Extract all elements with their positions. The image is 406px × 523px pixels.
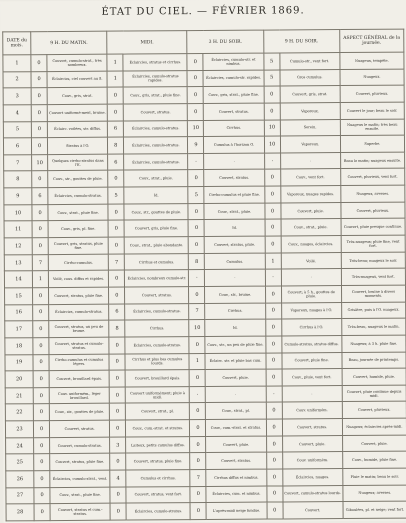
table-cell-value: 0: [265, 336, 281, 353]
table-cell-value: 9: [188, 137, 204, 154]
table-cell-value: 8: [108, 137, 124, 154]
table-cell-value: 7: [189, 303, 205, 320]
table-cell-aspect: Nuageux; éclaircies après-midi.: [342, 418, 406, 435]
table-cell-text: Couv., strat., pluie fine.: [50, 487, 110, 504]
table-cell-text: Couv., gris, pl. fine.: [48, 221, 108, 238]
table-cell-text: Couvert, stratus, un peu de brume.: [49, 320, 109, 337]
table-cell-aspect: Superbe.: [340, 135, 404, 152]
table-cell-text: Couvert, brouillard épais.: [125, 370, 189, 387]
table-cell-date: 4: [3, 105, 31, 122]
table-cell-text: Éclairc. str. et pluie bas cum.: [205, 353, 265, 370]
table-cell-aspect: Très-beau, nuageux le matin.: [341, 318, 405, 335]
table-cell-text: Couv., str., bruine.: [205, 286, 265, 303]
table-cell-value: 0: [109, 270, 125, 287]
table-cell-aspect: Beau, journée de printemps.: [342, 352, 406, 369]
table-cell-text: Couvert, gris, pluie fine.: [124, 220, 188, 237]
table-cell-value: 0: [267, 502, 283, 519]
table-cell-value: 0: [109, 387, 125, 404]
table-cell-text: Couvert, cumulo-stratus lourds.: [283, 485, 343, 502]
table-cell-value: 0: [190, 453, 206, 470]
table-cell-text: Couvert uniformé-ment, bruine.: [47, 104, 107, 121]
table-cell-text: Couvert, stratus.: [206, 452, 266, 469]
table-cell-text: Couvert, pluie.: [206, 369, 266, 386]
table-cell-value: 1: [32, 271, 48, 288]
table-cell-value: 0: [109, 337, 125, 354]
table-cell-text: Éclaircies, cumulo-stratus.: [124, 120, 188, 137]
table-cell-text: Éclaircies, cumulo-stratus.: [124, 153, 188, 170]
table-cell-value: 0: [188, 103, 204, 120]
table-cell-value: 10: [264, 136, 280, 153]
table-header-row: [3, 29, 404, 55]
table-cell-text: Cirrho-cumulus et pluie fine.: [204, 186, 264, 203]
table-cell-date: 11: [4, 221, 32, 238]
table-cell-aspect: Nuageux; à 3 h. pluie fine.: [342, 335, 406, 352]
table-cell-value: 10: [264, 120, 280, 137]
table-cell-text: Éclaircies, stratus et cirrhus.: [123, 54, 187, 71]
table-cell-text: Éclaircies, cumulo-stratus rapides.: [123, 70, 187, 87]
table-body: [3, 52, 406, 521]
table-cell-text: Couv., cum.-strat. et stratus.: [126, 420, 190, 437]
table-cell-value: 5: [264, 70, 280, 87]
table-cell-text: Couv., str., gouttes de pluie.: [124, 203, 188, 220]
table-cell-text: Gros cumulus.: [280, 69, 340, 86]
table-cell-date: 26: [6, 471, 34, 488]
table-cell-value: 0: [108, 204, 124, 221]
table-cell-value: 0: [265, 303, 281, 320]
table-cell-value: 7: [190, 470, 206, 487]
table-cell-text: Cumulus et cirrhus.: [126, 470, 190, 487]
table-cell-text: Couvert, stratus.: [204, 103, 264, 120]
table-cell-value: 0: [110, 453, 126, 470]
table-cell-text: Couvert, pluie.: [282, 435, 342, 452]
table-cell-value: 0: [32, 138, 48, 155]
table-cell-value: 0: [264, 186, 280, 203]
table-cell-text: Couvert.: [283, 502, 343, 519]
table-cell-date: 21: [5, 388, 33, 405]
table-cell-value: 0: [264, 86, 280, 103]
table-cell-text: Cumulus.: [205, 253, 265, 270]
table-cell-date: 3: [3, 88, 31, 105]
table-cell-text: Éclaircies, cumulo-stratus.: [124, 137, 188, 154]
table-cell-date: 2: [3, 71, 31, 88]
table-cell-value: 6: [109, 304, 125, 321]
table-cell-value: 0: [188, 170, 204, 187]
table-cell-text: Éclaircies, cum. et nimbus.: [206, 486, 266, 503]
table-cell-text: Couv., strat., pluie abondante.: [124, 237, 188, 254]
table-cell-text: Couv., strat., pluie fine.: [48, 204, 108, 221]
table-cell-date: 16: [5, 304, 33, 321]
table-cell-value: 0: [110, 487, 126, 504]
table-cell-value: 0: [33, 304, 49, 321]
table-cell-aspect: Nuageux, tempête.: [340, 52, 404, 69]
table-cell-text: Couvert, pluie.: [206, 436, 266, 453]
table-cell-text: Cirrho-cumulus et cumulus légers.: [49, 354, 109, 371]
table-cell-value: 0: [34, 504, 50, 521]
table-cell-value: 0: [33, 387, 49, 404]
table-cell-value: 0: [265, 319, 281, 336]
table-cell-value: 0: [188, 87, 204, 104]
table-cell-text: Couvert, stratus.: [50, 420, 110, 437]
table-cell-text: Couvert, cumulo-stratus.: [50, 437, 110, 454]
table-cell-value: 0: [33, 404, 49, 421]
table-cell-text: Couv., str., gouttes de pluie.: [49, 404, 109, 421]
table-cell-aspect: Très-beau; nuageux le soir.: [341, 252, 405, 269]
table-cell-aspect: Couvert, pluvieux.: [341, 202, 405, 219]
table-cell-date: 1: [3, 55, 31, 72]
table-cell-date: 13: [4, 254, 32, 271]
table-cell-value: 0: [188, 203, 204, 220]
table-cell-aspect: Couv., humide, pluie fine.: [342, 451, 406, 468]
table-cell-text: Cirrhus et cumulus.: [125, 253, 189, 270]
table-cell-value: 0: [34, 487, 50, 504]
table-cell-date: 12: [4, 238, 32, 255]
table-cell-value: 0: [265, 286, 281, 303]
table-cell-text: Couv., strat., pluie.: [124, 170, 188, 187]
header-9h-evening: 9 H. DU SOIR.: [263, 30, 339, 54]
header-9h-morning: 9 H. DU MATIN.: [31, 31, 107, 55]
table-cell-value: 6: [32, 188, 48, 205]
table-cell-value: 0: [266, 469, 282, 486]
table-cell-value: 10: [32, 154, 48, 171]
table-cell-text: Couv., str., gouttes de pluie.: [48, 171, 108, 188]
table-cell-text: Cumulus à l'horizon O.: [204, 136, 264, 153]
table-cell-text: Couvert, stratus, pluie fine.: [126, 453, 190, 470]
table-cell-value: 0: [34, 471, 50, 488]
table-cell-date: 10: [4, 204, 32, 221]
table-cell-text: Éclaircies, nombreux cumulo-str.: [125, 270, 189, 287]
table-cell-text: Couvert, cumulo-strat., très nombreux.: [47, 54, 107, 71]
table-cell-aspect: Couvert, pluvieux.: [340, 85, 404, 102]
table-cell-value: 5: [108, 187, 124, 204]
table-cell-text: Éclaircies, nuages.: [282, 469, 342, 486]
table-cell-value: 1: [265, 253, 281, 270]
table-cell-value: 1: [107, 54, 123, 71]
table-cell-value: 0: [109, 287, 125, 304]
table-cell-value: 0: [190, 403, 206, 420]
table-cell-date: 23: [5, 421, 33, 438]
table-cell-text: Couvert, stratus.: [282, 419, 342, 436]
table-cell-text: Vaporeux, nuages à l'O.: [281, 302, 341, 319]
table-cell-value: 0: [110, 420, 126, 437]
table-cell-value: 0: [265, 219, 281, 236]
table-cell-text: Couvert, pluie fine.: [282, 352, 342, 369]
table-cell-value: 0: [190, 436, 206, 453]
table-cell-value: 0: [108, 171, 124, 188]
table-cell-text: Éclaircies, cumulo-str. rapides.: [203, 70, 263, 87]
table-cell-text: Couvert; à 5 h., gouttes de pluie.: [281, 286, 341, 303]
table-cell-text: ·: [281, 269, 341, 286]
table-cell-value: 5: [263, 53, 279, 70]
table-cell-aspect: Pluie le matin; beau le soir.: [343, 468, 406, 485]
table-cell-value: 0: [34, 454, 50, 471]
table-cell-aspect: Couvert le jour; beau le soir.: [340, 102, 404, 119]
table-cell-text: Vaporeux.: [280, 102, 340, 119]
table-cell-text: Cirrho-cumulus.: [48, 254, 108, 271]
table-cell-date: 27: [6, 487, 34, 504]
table-cell-text: Couv. uniformém., léger brouillard.: [49, 387, 109, 404]
table-cell-aspect: Nuageux; averses.: [343, 485, 406, 502]
table-cell-text: Couvert uniformément; pluie à midi.: [125, 386, 189, 403]
table-cell-value: ·: [264, 153, 280, 170]
table-cell-value: 0: [266, 436, 282, 453]
table-cell-text: Voilé, cous. diffus et rapides.: [48, 270, 108, 287]
table-cell-text: Couv., strat., pl.: [206, 403, 266, 420]
table-cell-value: 0: [266, 452, 282, 469]
table-cell-value: 0: [33, 421, 49, 438]
table-cell-value: 0: [32, 221, 48, 238]
header-3h-evening: 3 H. DU SOIR.: [187, 30, 263, 54]
table-cell-aspect: Très-nuageux, vent fort.: [341, 268, 405, 285]
page-title: ÉTAT DU CIEL. — FÉVRIER 1869.: [101, 5, 305, 18]
table-cell-date: 18: [5, 338, 33, 355]
header-noon: MIDI.: [107, 31, 187, 55]
table-cell-value: 0: [33, 371, 49, 388]
table-cell-text: Éclaircies, cumulo-stratus.: [125, 336, 189, 353]
table-cell-text: Id.: [204, 219, 264, 236]
table-cell-date: 6: [3, 138, 31, 155]
table-cell-text: Éclaircies, cumulo-stratus.: [126, 503, 190, 520]
table-cell-text: Serein.: [280, 119, 340, 136]
table-cell-text: Vaporeux.: [280, 136, 340, 153]
table-cell-aspect: Nuageux le matin; très beau ensuite.: [340, 119, 404, 136]
table-cell-text: Couvert, stratus.: [123, 104, 187, 121]
table-cell-text: Couv., gris, strat., pluie fine.: [204, 86, 264, 103]
table-cell-value: 0: [266, 369, 282, 386]
table-cell-value: 0: [32, 171, 48, 188]
table-cell-value: 0: [266, 419, 282, 436]
table-cell-value: 0: [266, 486, 282, 503]
table-cell-value: 0: [33, 288, 49, 305]
table-cell-value: 0: [31, 88, 47, 105]
table-cell-aspect: Couvert, pluie continue depuis midi.: [342, 385, 406, 402]
table-cell-value: 0: [109, 370, 125, 387]
table-cell-text: Couv., gris, strat., pluie fine.: [123, 87, 187, 104]
table-cell-text: ·: [280, 152, 340, 169]
table-cell-text: Couvert, stratus, pluie fine.: [50, 454, 110, 471]
table-cell-text: Couv., strat., pluie.: [204, 203, 264, 220]
table-cell-value: 8: [189, 253, 205, 270]
table-cell-date: 9: [4, 188, 32, 205]
table-cell-text: Couvert, stratus.: [204, 170, 264, 187]
table-cell-value: 0: [109, 354, 125, 371]
table-cell-text: Couvert, gris, stratus, pluie fine.: [48, 237, 108, 254]
table-cell-date: 15: [5, 288, 33, 305]
table-cell-value: 0: [189, 237, 205, 254]
table-cell-aspect: Giboulées, pl. et neige; vent fort.: [343, 501, 406, 518]
table-cell-text: L'après-midi neige fondue.: [206, 502, 266, 519]
table-cell-value: 0: [190, 370, 206, 387]
table-cell-value: 0: [188, 220, 204, 237]
table-cell-value: 0: [32, 238, 48, 255]
table-cell-value: ·: [188, 153, 204, 170]
table-cell-value: 0: [187, 53, 203, 70]
table-cell-text: Couvert, brouillard épais.: [49, 370, 109, 387]
table-cell-text: Éclaircies, cumulo-stratus.: [48, 187, 108, 204]
table-cell-value: ·: [190, 386, 206, 403]
table-cell-aspect: Beau le matin; nuageux ensuite.: [340, 152, 404, 169]
table-cell-value: 0: [32, 204, 48, 221]
table-cell-value: 0: [107, 87, 123, 104]
table-cell-text: ·: [204, 153, 264, 170]
table-cell-text: Couv., gris, strat.: [47, 87, 107, 104]
table-cell-value: 7: [32, 254, 48, 271]
table-cell-text: Couvert, stratus, pluie fine.: [49, 287, 109, 304]
table-cell-value: 0: [33, 321, 49, 338]
table-cell-value: 0: [110, 503, 126, 520]
table-cell-value: 0: [264, 169, 280, 186]
table-cell-value: 0: [107, 104, 123, 121]
table-cell-text: Couv., nuages, éclaircies.: [281, 236, 341, 253]
table-cell-text: Cirrhus.: [205, 303, 265, 320]
table-cell-text: ·: [282, 385, 342, 402]
table-cell-value: 0: [34, 437, 50, 454]
table-cell-text: Couvert, stratus, pluie.: [205, 236, 265, 253]
table-cell-value: ·: [265, 269, 281, 286]
table-cell-text: Vaporeux, nuages rapides.: [280, 186, 340, 203]
table-cell-value: 7: [109, 254, 125, 271]
table-cell-aspect: Très-nuageux; pluie fine, vent fort.: [341, 235, 405, 252]
table-cell-value: 0: [266, 352, 282, 369]
table-cell-text: Couv., vent fort.: [280, 169, 340, 186]
table-cell-text: Couvert, gris, strat.: [280, 86, 340, 103]
table-cell-aspect: Nuageux.: [340, 69, 404, 86]
table-cell-value: 3: [110, 437, 126, 454]
table-cell-value: 0: [190, 503, 206, 520]
table-cell-text: Éclaircies, cumulo-str. et nimbus.: [203, 53, 263, 70]
table-cell-text: Cirrhus diffus et nimbus.: [206, 469, 266, 486]
table-cell-aspect: Couvert, bruine à divers moments.: [341, 285, 405, 302]
header-date: DATE du mois.: [3, 32, 31, 55]
table-cell-value: 10: [188, 120, 204, 137]
weather-table: [2, 29, 406, 522]
table-cell-value: 0: [190, 420, 206, 437]
table-cell-value: 0: [190, 486, 206, 503]
table-cell-text: Cirrhus à l'O.: [281, 319, 341, 336]
table-row: [6, 501, 406, 521]
table-cell-value: 0: [31, 121, 47, 138]
table-cell-text: Couv., cum.-strat. et stratus.: [206, 419, 266, 436]
table-cell-text: Couvert, stratus.: [125, 287, 189, 304]
header-aspect: ASPECT GÉNÉRAL de la journée.: [339, 29, 403, 52]
table-cell-value: 0: [31, 55, 47, 72]
table-cell-value: 0: [108, 220, 124, 237]
table-cell-date: 17: [5, 321, 33, 338]
table-cell-text: Couv., strat., pluie.: [281, 219, 341, 236]
table-cell-date: 25: [6, 454, 34, 471]
table-cell-date: 20: [5, 371, 33, 388]
table-cell-text: Éclairc. voilées, str. diffus.: [47, 121, 107, 138]
table-cell-value: 0: [265, 203, 281, 220]
table-cell-value: 0: [33, 337, 49, 354]
table-cell-aspect: Couvert, pluvieux.: [342, 402, 406, 419]
table-cell-text: Couv., pluie, vent fort.: [282, 369, 342, 386]
table-cell-date: 14: [4, 271, 32, 288]
table-cell-value: 6: [108, 154, 124, 171]
table-cell-text: Couv. uniformém.: [282, 402, 342, 419]
table-cell-text: Couvert, pluie.: [281, 202, 341, 219]
table-cell-value: 0: [31, 105, 47, 122]
table-cell-text: Couvert, stratus, vent fort.: [126, 486, 190, 503]
table-cell-value: 1: [189, 353, 205, 370]
table-cell-value: 0: [31, 71, 47, 88]
table-cell-text: Éclaircies, cumulo-stratus.: [49, 304, 109, 321]
table-cell-value: 0: [264, 103, 280, 120]
table-cell-value: 6: [108, 121, 124, 138]
table-cell-value: ·: [189, 270, 205, 287]
table-cell-text: Cirrhus et plus bas cumulus lourds.: [125, 353, 189, 370]
table-cell-date: 24: [6, 437, 34, 454]
table-cell-value: 10: [189, 320, 205, 337]
table-cell-aspect: Couvert, pluie presque continue.: [341, 219, 405, 236]
table-cell-text: Voilé.: [281, 252, 341, 269]
table-cell-date: 8: [4, 171, 32, 188]
table-cell-text: Id.: [205, 319, 265, 336]
table-cell-text: ·: [205, 269, 265, 286]
table-cell-value: 0: [189, 286, 205, 303]
table-cell-aspect: Couvert, pluie.: [342, 435, 406, 452]
table-cell-text: ·: [206, 386, 266, 403]
table-cell-text: Couvert, stratus et cum.-stratus.: [50, 503, 110, 520]
table-cell-text: Éclaircies, ciel couvert au S.: [47, 71, 107, 88]
table-cell-aspect: Couvert, pluvieux, vent fort.: [340, 169, 404, 186]
table-cell-aspect: Grisâtre, puis à l'O. nuageux.: [341, 302, 405, 319]
table-cell-text: Éclaircies, cumulo-stratus.: [125, 303, 189, 320]
table-cell-text: Stratus à l'O.: [48, 137, 108, 154]
table-cell-value: 0: [265, 236, 281, 253]
table-cell-text: Cirrhus.: [204, 120, 264, 137]
table-cell-value: 0: [189, 336, 205, 353]
table-cell-text: Éclaircies, cumulo-strat., vent.: [50, 470, 110, 487]
table-cell-date: 19: [5, 354, 33, 371]
table-cell-text: Cumulo-stratus, stratus diffus.: [281, 335, 341, 352]
table-cell-value: 1: [107, 71, 123, 88]
table-cell-text: Id.: [124, 187, 188, 204]
table-cell-value: 5: [188, 187, 204, 204]
table-cell-aspect: Couvert, humide, pluie.: [342, 368, 406, 385]
table-cell-value: 0: [108, 237, 124, 254]
table-cell-text: Couvert, stratus et cumulo-stratus.: [49, 337, 109, 354]
table-cell-text: Couvert, strat., pl.: [126, 403, 190, 420]
table-cell-text: Couv., str., un peu de pluie fine.: [205, 336, 265, 353]
table-cell-text: Laiteux, petits cumulus diffus.: [126, 436, 190, 453]
table-cell-text: Cumulo-str., vent fort.: [279, 53, 339, 70]
table-cell-date: 5: [3, 121, 31, 138]
table-cell-value: ·: [266, 386, 282, 403]
table-cell-date: 7: [4, 155, 32, 172]
table-cell-text: Quelques cirrho-stratus dans l'E.: [48, 154, 108, 171]
table-cell-text: Couv. uniformém.: [282, 452, 342, 469]
table-cell-value: 4: [110, 470, 126, 487]
table-cell-date: 28: [6, 504, 34, 521]
table-cell-value: 0: [266, 402, 282, 419]
table-cell-date: 22: [5, 404, 33, 421]
table-cell-value: 0: [110, 404, 126, 421]
table-cell-value: 0: [187, 70, 203, 87]
table-cell-text: Cirrhus.: [125, 320, 189, 337]
table-cell-value: 0: [33, 354, 49, 371]
table-cell-aspect: Nuageux, averses.: [341, 185, 405, 202]
table-cell-value: 8: [109, 320, 125, 337]
